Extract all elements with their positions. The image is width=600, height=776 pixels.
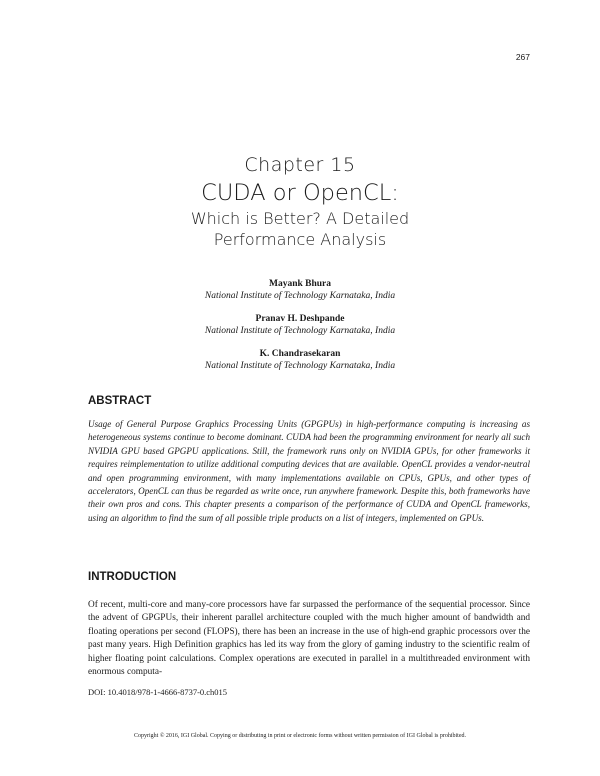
doi: DOI: 10.4018/978-1-4666-8737-0.ch015 <box>88 687 228 697</box>
subtitle-line-2: Performance Analysis <box>213 230 387 249</box>
chapter-title: CUDA or OpenCL: <box>201 180 399 206</box>
subtitle-line-1: Which is Better? A Detailed <box>190 209 410 228</box>
chapter-subtitle <box>0 208 600 250</box>
author-block-2 <box>0 313 600 337</box>
abstract-text: Usage of General Purpose Graphics Processing Units (GPGPUs) in high-performance computing is increasing as heterogeneous systems continue to become dominant. CUDA had been the programming environment for nearly all such NVIDIA GPU based GPGPU applications. Still, the framework runs only on NVIDIA GPUs, for other frameworks it requires reimplementation to utilize additional computing devices that are available. OpenCL provides a vendor-neutral and open programming environment, with many implementations available on CPUs, GPUs, and other types of accelerators, OpenCL can thus be regarded as write once, run anywhere framework. Despite this, both frameworks have their own pros and cons. This chapter presents a comparison of the performance of CUDA and OpenCL frameworks, using an algorithm to find the sum of all possible triple products on a list of integers, implemented on GPUs. <box>88 419 530 523</box>
author-affiliation: National Institute of Technology Karnataka, India <box>204 326 396 336</box>
author-name: Mayank Bhura <box>268 279 332 289</box>
introduction-heading: INTRODUCTION <box>88 571 177 583</box>
author-block-1 <box>0 278 600 302</box>
chapter-label: Chapter 15 <box>244 154 356 176</box>
copyright-notice: Copyright © 2016, IGI Global. Copying or distributing in print or electronic forms without written permission of IGI Global is prohibited. <box>133 733 466 739</box>
author-affiliation: National Institute of Technology Karnataka, India <box>204 361 396 371</box>
page-number: 267 <box>515 52 530 62</box>
author-name: K. Chandrasekaran <box>259 349 341 359</box>
author-block-3 <box>0 348 600 372</box>
author-affiliation: National Institute of Technology Karnataka, India <box>204 291 396 301</box>
introduction-text: Of recent, multi-core and many-core processors have far surpassed the performance of the sequential processor. Since the advent of GPGPUs, their inherent parallel architecture coupled with the much higher amount of bandwidth and floating operations per second (FLOPS), there has been an increase in the use of high-end graphic processors over the past many years. High Definition graphics has led its way from the glory of gaming industry to the scientific realm of higher floating point calculations. Complex operations are executed in parallel in a multithreaded environment with enormous computa- <box>88 600 530 678</box>
abstract-heading: ABSTRACT <box>88 395 152 407</box>
author-name: Pranav H. Deshpande <box>255 314 345 324</box>
